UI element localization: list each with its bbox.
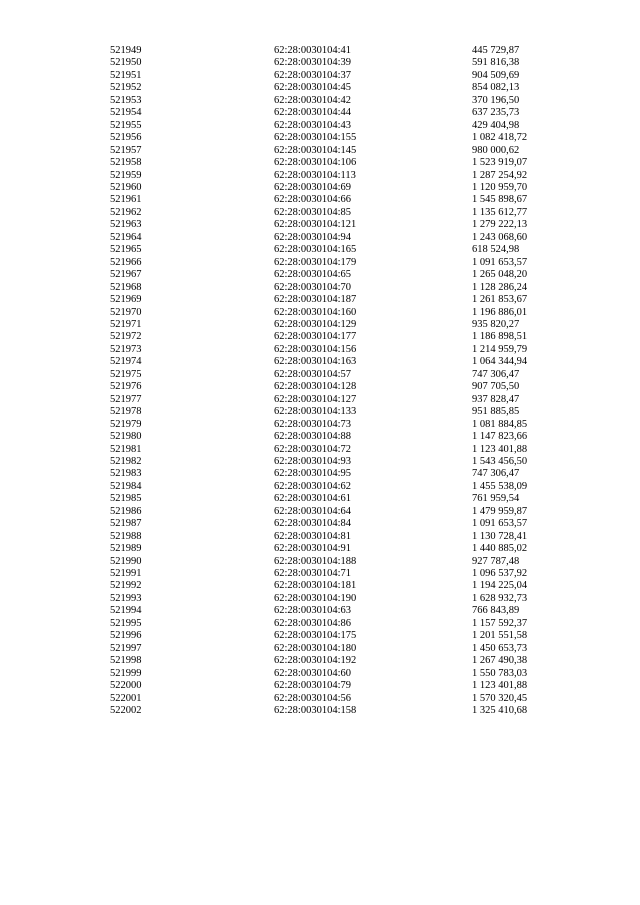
cadastral-value-cell: 1 123 401,88 bbox=[472, 443, 528, 455]
cadastral-number-cell: 62:28:0030104:81 bbox=[274, 530, 352, 542]
row-number-cell: 522000 bbox=[110, 680, 142, 692]
cadastral-number-cell: 62:28:0030104:158 bbox=[274, 705, 357, 717]
row-number-cell: 521989 bbox=[110, 543, 142, 555]
cadastral-number-cell: 62:28:0030104:133 bbox=[274, 406, 357, 418]
table-row bbox=[110, 456, 552, 468]
cadastral-number-cell: 62:28:0030104:85 bbox=[274, 206, 352, 218]
cadastral-number-cell: 62:28:0030104:44 bbox=[274, 107, 352, 119]
table-row bbox=[110, 518, 552, 530]
cadastral-value-cell: 1 194 225,04 bbox=[472, 580, 528, 592]
table-row bbox=[110, 668, 552, 680]
row-number-cell: 521994 bbox=[110, 605, 142, 617]
cadastral-value-cell: 1 186 898,51 bbox=[472, 331, 528, 343]
row-number-cell: 521982 bbox=[110, 455, 142, 467]
cadastral-value-cell: 980 000,62 bbox=[472, 144, 520, 156]
table-row bbox=[110, 419, 552, 431]
row-number-cell: 521958 bbox=[110, 157, 142, 169]
cadastral-value-cell: 1 523 919,07 bbox=[472, 157, 528, 169]
row-number-cell: 521981 bbox=[110, 443, 142, 455]
cadastral-value-cell: 1 157 592,37 bbox=[472, 617, 528, 629]
table-row bbox=[110, 307, 552, 319]
cadastral-value-cell: 1 450 653,73 bbox=[472, 642, 528, 654]
cadastral-value-cell: 1 325 410,68 bbox=[472, 705, 528, 717]
cadastral-value-cell: 937 828,47 bbox=[472, 393, 520, 405]
cadastral-number-cell: 62:28:0030104:41 bbox=[274, 45, 352, 56]
row-number-cell: 521972 bbox=[110, 331, 142, 343]
cadastral-number-cell: 62:28:0030104:91 bbox=[274, 543, 352, 555]
cadastral-number-cell: 62:28:0030104:65 bbox=[274, 269, 352, 281]
row-number-cell: 521968 bbox=[110, 281, 142, 293]
cadastral-value-cell: 637 235,73 bbox=[472, 107, 520, 119]
cadastral-number-cell: 62:28:0030104:45 bbox=[274, 82, 352, 94]
table-row bbox=[110, 120, 552, 132]
row-number-cell: 521986 bbox=[110, 505, 142, 517]
cadastral-number-cell: 62:28:0030104:106 bbox=[274, 157, 357, 169]
cadastral-number-cell: 62:28:0030104:61 bbox=[274, 493, 352, 505]
table-row bbox=[110, 132, 552, 144]
row-number-cell: 521983 bbox=[110, 468, 142, 480]
cadastral-value-cell: 747 306,47 bbox=[472, 468, 520, 480]
row-number-cell: 521974 bbox=[110, 356, 142, 368]
cadastral-number-cell: 62:28:0030104:66 bbox=[274, 194, 352, 206]
row-number-cell: 521967 bbox=[110, 269, 142, 281]
table-row bbox=[110, 481, 552, 493]
cadastral-number-cell: 62:28:0030104:62 bbox=[274, 480, 352, 492]
cadastral-number-cell: 62:28:0030104:69 bbox=[274, 181, 352, 193]
row-number-cell: 521990 bbox=[110, 555, 142, 567]
cadastral-value-cell: 1 135 612,77 bbox=[472, 206, 528, 218]
cadastral-value-cell: 1 550 783,03 bbox=[472, 667, 528, 679]
cadastral-value-cell: 1 543 456,50 bbox=[472, 455, 528, 467]
cadastral-number-cell: 62:28:0030104:127 bbox=[274, 393, 357, 405]
cadastral-value-cell: 445 729,87 bbox=[472, 45, 520, 56]
row-number-cell: 521985 bbox=[110, 493, 142, 505]
row-number-cell: 521970 bbox=[110, 306, 142, 318]
cadastral-value-cell: 747 306,47 bbox=[472, 368, 520, 380]
table-row bbox=[110, 244, 552, 256]
cadastral-value-cell: 1 120 959,70 bbox=[472, 181, 528, 193]
table-row bbox=[110, 506, 552, 518]
cadastral-number-cell: 62:28:0030104:177 bbox=[274, 331, 357, 343]
cadastral-number-cell: 62:28:0030104:73 bbox=[274, 418, 352, 430]
row-number-cell: 521984 bbox=[110, 480, 142, 492]
table-row bbox=[110, 282, 552, 294]
cadastral-value-cell: 1 479 959,87 bbox=[472, 505, 528, 517]
row-number-cell: 521957 bbox=[110, 144, 142, 156]
cadastral-number-cell: 62:28:0030104:71 bbox=[274, 568, 352, 580]
cadastral-number-cell: 62:28:0030104:181 bbox=[274, 580, 357, 592]
cadastral-value-cell: 1 091 653,57 bbox=[472, 256, 528, 268]
table-row bbox=[110, 605, 552, 617]
cadastral-number-cell: 62:28:0030104:163 bbox=[274, 356, 357, 368]
table-row bbox=[110, 406, 552, 418]
cadastral-value-cell: 904 509,69 bbox=[472, 69, 520, 81]
table-row bbox=[110, 580, 552, 592]
row-number-cell: 521960 bbox=[110, 181, 142, 193]
row-number-cell: 521952 bbox=[110, 82, 142, 94]
cadastral-number-cell: 62:28:0030104:86 bbox=[274, 617, 352, 629]
table-row bbox=[110, 568, 552, 580]
row-number-cell: 521980 bbox=[110, 431, 142, 443]
table-row bbox=[110, 680, 552, 692]
row-number-cell: 521987 bbox=[110, 518, 142, 530]
cadastral-value-cell: 1 082 418,72 bbox=[472, 132, 528, 144]
cadastral-number-cell: 62:28:0030104:113 bbox=[274, 169, 356, 181]
table-row bbox=[110, 170, 552, 182]
table-row bbox=[110, 543, 552, 555]
table-row bbox=[110, 70, 552, 82]
row-number-cell: 521977 bbox=[110, 393, 142, 405]
cadastral-value-cell: 429 404,98 bbox=[472, 119, 520, 131]
cadastral-number-cell: 62:28:0030104:42 bbox=[274, 94, 352, 106]
cadastral-value-cell: 761 959,54 bbox=[472, 493, 520, 505]
table-row bbox=[110, 556, 552, 568]
table-row bbox=[110, 319, 552, 331]
table-row bbox=[110, 630, 552, 642]
cadastral-number-cell: 62:28:0030104:57 bbox=[274, 368, 352, 380]
row-number-cell: 521966 bbox=[110, 256, 142, 268]
row-number-cell: 521955 bbox=[110, 119, 142, 131]
row-number-cell: 521979 bbox=[110, 418, 142, 430]
table-row bbox=[110, 618, 552, 630]
table-row bbox=[110, 655, 552, 667]
table-row bbox=[110, 157, 552, 169]
row-number-cell: 521997 bbox=[110, 642, 142, 654]
table-row bbox=[110, 45, 552, 57]
table-row bbox=[110, 269, 552, 281]
cadastral-value-cell: 1 201 551,58 bbox=[472, 630, 528, 642]
row-number-cell: 521956 bbox=[110, 132, 142, 144]
cadastral-number-cell: 62:28:0030104:121 bbox=[274, 219, 357, 231]
cadastral-value-cell: 1 091 653,57 bbox=[472, 518, 528, 530]
cadastral-value-cell: 1 128 286,24 bbox=[472, 281, 528, 293]
cadastral-value-cell: 1 096 537,92 bbox=[472, 568, 528, 580]
cadastral-value-cell: 591 816,38 bbox=[472, 57, 520, 69]
cadastral-number-cell: 62:28:0030104:39 bbox=[274, 57, 352, 69]
table-row bbox=[110, 531, 552, 543]
row-number-cell: 521962 bbox=[110, 206, 142, 218]
cadastral-value-cell: 1 196 886,01 bbox=[472, 306, 528, 318]
table-row bbox=[110, 381, 552, 393]
cadastral-value-cell: 1 243 068,60 bbox=[472, 231, 528, 243]
row-number-cell: 521998 bbox=[110, 655, 142, 667]
cadastral-value-cell: 618 524,98 bbox=[472, 244, 520, 256]
table-row bbox=[110, 693, 552, 705]
table-row bbox=[110, 444, 552, 456]
row-number-cell: 521971 bbox=[110, 318, 142, 330]
table-row bbox=[110, 145, 552, 157]
cadastral-number-cell: 62:28:0030104:70 bbox=[274, 281, 352, 293]
row-number-cell: 521996 bbox=[110, 630, 142, 642]
cadastral-value-cell: 935 820,27 bbox=[472, 318, 520, 330]
row-number-cell: 521976 bbox=[110, 381, 142, 393]
table-row bbox=[110, 82, 552, 94]
cadastral-value-cell: 1 440 885,02 bbox=[472, 543, 528, 555]
table-row bbox=[110, 207, 552, 219]
row-number-cell: 521951 bbox=[110, 69, 142, 81]
cadastral-value-cell: 951 885,85 bbox=[472, 406, 520, 418]
cadastral-value-cell: 1 261 853,67 bbox=[472, 294, 528, 306]
table-row bbox=[110, 57, 552, 69]
cadastral-value-cell: 1 545 898,67 bbox=[472, 194, 528, 206]
row-number-cell: 521993 bbox=[110, 592, 142, 604]
cadastral-number-cell: 62:28:0030104:64 bbox=[274, 505, 352, 517]
row-number-cell: 521949 bbox=[110, 45, 142, 56]
cadastral-number-cell: 62:28:0030104:192 bbox=[274, 655, 357, 667]
row-number-cell: 521950 bbox=[110, 57, 142, 69]
cadastral-number-cell: 62:28:0030104:187 bbox=[274, 294, 357, 306]
cadastral-value-cell: 1 123 401,88 bbox=[472, 680, 528, 692]
row-number-cell: 521995 bbox=[110, 617, 142, 629]
cadastral-number-cell: 62:28:0030104:128 bbox=[274, 381, 357, 393]
cadastral-value-cell: 927 787,48 bbox=[472, 555, 520, 567]
cadastral-number-cell: 62:28:0030104:94 bbox=[274, 231, 352, 243]
cadastral-number-cell: 62:28:0030104:56 bbox=[274, 692, 352, 704]
cadastral-number-cell: 62:28:0030104:190 bbox=[274, 592, 357, 604]
row-number-cell: 521961 bbox=[110, 194, 142, 206]
cadastral-number-cell: 62:28:0030104:156 bbox=[274, 343, 357, 355]
table-row bbox=[110, 257, 552, 269]
table-row bbox=[110, 95, 552, 107]
cadastral-value-cell: 1 081 884,85 bbox=[472, 418, 528, 430]
cadastral-value-cell: 1 267 490,38 bbox=[472, 655, 528, 667]
table-row bbox=[110, 182, 552, 194]
cadastral-number-cell: 62:28:0030104:129 bbox=[274, 318, 357, 330]
row-number-cell: 521965 bbox=[110, 244, 142, 256]
table-row bbox=[110, 331, 552, 343]
cadastral-number-cell: 62:28:0030104:175 bbox=[274, 630, 357, 642]
table-row bbox=[110, 705, 552, 717]
cadastral-value-cell: 1 287 254,92 bbox=[472, 169, 528, 181]
row-number-cell: 521964 bbox=[110, 231, 142, 243]
row-number-cell: 521963 bbox=[110, 219, 142, 231]
cadastral-number-cell: 62:28:0030104:180 bbox=[274, 642, 357, 654]
cadastral-number-cell: 62:28:0030104:84 bbox=[274, 518, 352, 530]
table-row bbox=[110, 356, 552, 368]
table-row bbox=[110, 593, 552, 605]
cadastral-value-cell: 1 455 538,09 bbox=[472, 480, 528, 492]
cadastral-number-cell: 62:28:0030104:179 bbox=[274, 256, 357, 268]
cadastral-number-cell: 62:28:0030104:160 bbox=[274, 306, 357, 318]
cadastral-number-cell: 62:28:0030104:145 bbox=[274, 144, 357, 156]
row-number-cell: 521954 bbox=[110, 107, 142, 119]
cadastral-number-cell: 62:28:0030104:72 bbox=[274, 443, 352, 455]
cadastral-number-cell: 62:28:0030104:60 bbox=[274, 667, 352, 679]
row-number-cell: 521992 bbox=[110, 580, 142, 592]
cadastral-value-cell: 766 843,89 bbox=[472, 605, 520, 617]
row-number-cell: 521975 bbox=[110, 368, 142, 380]
cadastral-value-cell: 370 196,50 bbox=[472, 94, 520, 106]
table-body bbox=[110, 45, 552, 717]
table-row bbox=[110, 643, 552, 655]
cadastral-number-cell: 62:28:0030104:79 bbox=[274, 680, 352, 692]
cadastral-number-cell: 62:28:0030104:95 bbox=[274, 468, 352, 480]
cadastral-value-cell: 1 214 959,79 bbox=[472, 343, 528, 355]
row-number-cell: 521969 bbox=[110, 294, 142, 306]
table-row bbox=[110, 232, 552, 244]
row-number-cell: 521988 bbox=[110, 530, 142, 542]
table-row bbox=[110, 468, 552, 480]
table-row bbox=[110, 219, 552, 231]
row-number-cell: 522001 bbox=[110, 692, 142, 704]
cadastral-value-cell: 1 147 823,66 bbox=[472, 431, 528, 443]
table-row bbox=[110, 431, 552, 443]
cadastral-value-cell: 1 130 728,41 bbox=[472, 530, 528, 542]
cadastral-number-cell: 62:28:0030104:93 bbox=[274, 455, 352, 467]
table-row bbox=[110, 294, 552, 306]
row-number-cell: 522002 bbox=[110, 705, 142, 717]
cadastral-value-cell: 854 082,13 bbox=[472, 82, 520, 94]
cadastral-value-cell: 1 064 344,94 bbox=[472, 356, 528, 368]
cadastral-number-cell: 62:28:0030104:155 bbox=[274, 132, 357, 144]
cadastral-number-cell: 62:28:0030104:43 bbox=[274, 119, 352, 131]
row-number-cell: 521953 bbox=[110, 94, 142, 106]
row-number-cell: 521959 bbox=[110, 169, 142, 181]
cadastral-number-cell: 62:28:0030104:165 bbox=[274, 244, 357, 256]
cadastral-number-cell: 62:28:0030104:188 bbox=[274, 555, 357, 567]
row-number-cell: 521999 bbox=[110, 667, 142, 679]
cadastral-number-cell: 62:28:0030104:37 bbox=[274, 69, 352, 81]
cadastral-number-cell: 62:28:0030104:63 bbox=[274, 605, 352, 617]
table-row bbox=[110, 107, 552, 119]
cadastral-value-cell: 1 265 048,20 bbox=[472, 269, 528, 281]
row-number-cell: 521978 bbox=[110, 406, 142, 418]
row-number-cell: 521991 bbox=[110, 568, 142, 580]
cadastral-value-table bbox=[110, 45, 552, 717]
table-row bbox=[110, 394, 552, 406]
cadastral-value-cell: 907 705,50 bbox=[472, 381, 520, 393]
table-row bbox=[110, 194, 552, 206]
row-number-cell: 521973 bbox=[110, 343, 142, 355]
cadastral-value-cell: 1 628 932,73 bbox=[472, 592, 528, 604]
table-row bbox=[110, 493, 552, 505]
cadastral-value-cell: 1 570 320,45 bbox=[472, 692, 528, 704]
table-row bbox=[110, 369, 552, 381]
cadastral-value-cell: 1 279 222,13 bbox=[472, 219, 528, 231]
cadastral-number-cell: 62:28:0030104:88 bbox=[274, 431, 352, 443]
table-row bbox=[110, 344, 552, 356]
